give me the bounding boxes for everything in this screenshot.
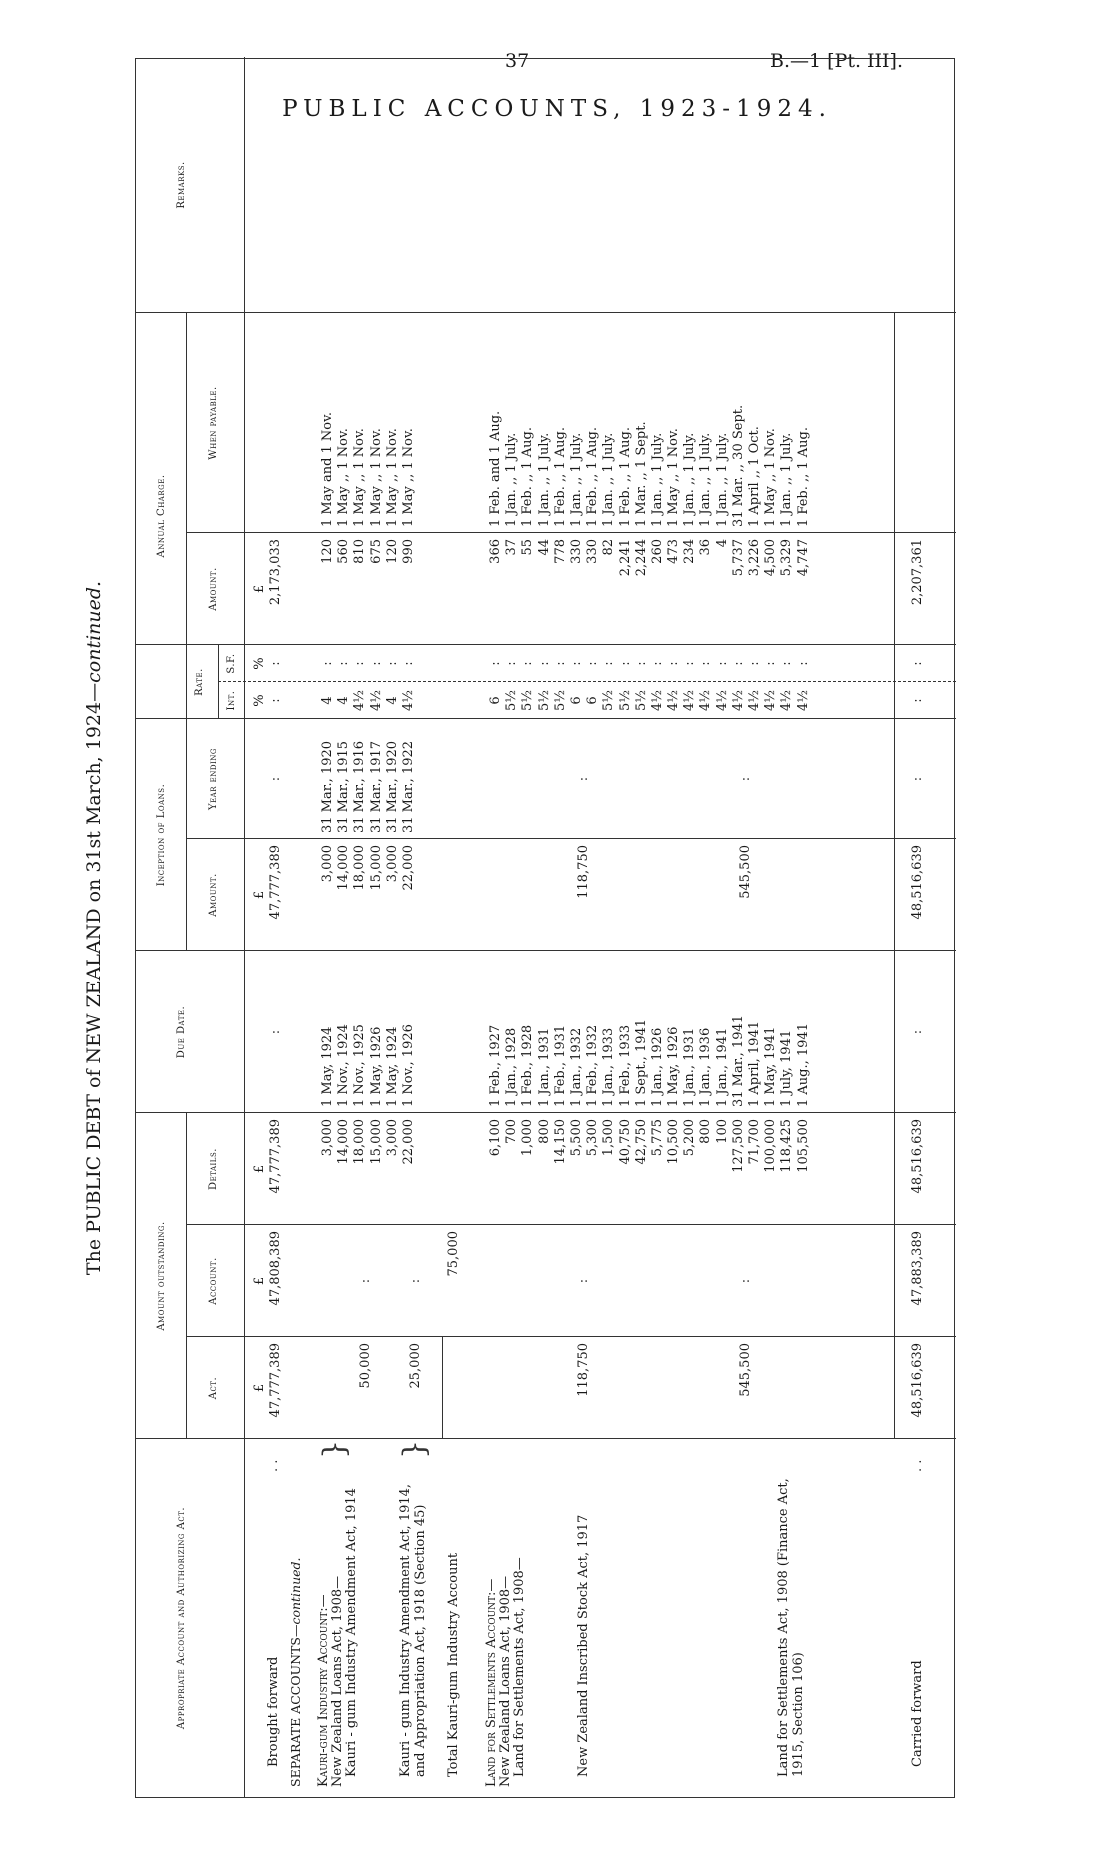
kauri-inception-amount: 14,000	[336, 845, 352, 891]
rule	[186, 532, 956, 533]
kauri-annual-charge: 120	[320, 539, 335, 564]
land-sinking-fund-rate: :	[698, 661, 714, 666]
kauri-sinking-fund-rate: :	[320, 661, 335, 666]
header-act: Appropriate Account and Authorizing Act.	[176, 1506, 187, 1730]
land-annual-charge: 5,329	[779, 539, 795, 577]
land-act-line2: Land for Settlements Act, 1908—	[512, 1557, 527, 1777]
kauri-inception-amount: 15,000	[368, 845, 384, 891]
land-due-date: 1 April, 1941	[747, 1021, 762, 1107]
kauri-when-payable: 1 May ,, 1 Nov.	[368, 428, 384, 527]
kauri-inc-amount-column	[320, 845, 417, 951]
header-rate-int: Int.	[226, 690, 237, 711]
land-interest-rate: 6	[568, 696, 584, 705]
header-inception: Inception of Loans.	[156, 783, 167, 887]
land-interest-rate: 5½	[504, 690, 520, 711]
kauri-annual-charge: 120	[384, 539, 400, 564]
land-annual-charge: 2,244	[633, 539, 649, 577]
land-detail-value: 5,500	[568, 1119, 584, 1157]
brought-details: 47,777,389	[268, 1119, 283, 1194]
land-annual-charge: 366	[488, 539, 503, 564]
kauri-inception-amount: 3,000	[320, 845, 335, 883]
land-interest-rate: 4½	[747, 690, 762, 711]
kauri-detail-value: 15,000	[368, 1119, 384, 1165]
land-act2: 545,500	[738, 1343, 753, 1397]
header-due-date: Due Date.	[176, 1005, 187, 1059]
land-detail-value: 71,700	[747, 1119, 762, 1165]
carried-forward-dots: . .	[910, 1459, 925, 1472]
header-annual-charge: Annual Charge.	[156, 474, 167, 558]
kauri-detail-value: 22,000	[400, 1119, 416, 1165]
header-col-account: Account.	[208, 1257, 219, 1305]
rule	[218, 645, 219, 719]
kauri-act1: 50,000	[358, 1343, 373, 1389]
land-due-date: 1 Feb., 1932	[585, 1024, 601, 1107]
carried-inc-year: :	[910, 776, 925, 782]
land-interest-rate: 6	[488, 696, 503, 705]
kauri-annual-charge: 560	[336, 539, 352, 564]
land-sinking-fund-rate: :	[504, 661, 520, 666]
page-number: 37	[505, 50, 530, 72]
brought-account: 47,808,389	[268, 1231, 283, 1306]
header-amount-outstanding: Amount outstanding.	[156, 1221, 167, 1331]
land-interest-rate: 5½	[520, 690, 536, 711]
unit-symbol: £	[252, 1276, 267, 1286]
land-interest-rate: 4½	[730, 690, 746, 711]
kauri-rate-sf-column	[320, 645, 417, 682]
land-due-date: 1 Jan., 1926	[649, 1027, 665, 1107]
kauri-interest-rate: 4½	[400, 690, 416, 711]
kauri-inception-year: 31 Mar., 1915	[336, 740, 352, 833]
land-act-line1: New Zealand Loans Act, 1908—	[498, 1575, 513, 1787]
land-due-date: 1 Jan., 1932	[568, 1027, 584, 1107]
land-due-date: 1 Feb., 1928	[520, 1024, 536, 1107]
land-sinking-fund-rate: :	[536, 661, 552, 666]
land-sinking-fund-rate: :	[601, 661, 617, 666]
unit-symbol: £	[252, 890, 267, 900]
kauri-interest-rate: 4	[320, 696, 335, 705]
land-detail-value: 5,300	[585, 1119, 601, 1157]
land-inc2: 545,500	[738, 845, 753, 899]
land-when-payable: 1 Jan. ,, 1 July.	[698, 432, 714, 527]
land-detail-value: 1,000	[520, 1119, 536, 1157]
land-interest-rate: 4½	[649, 690, 665, 711]
land-due-date: 1 Jan., 1936	[698, 1027, 714, 1107]
header-col-details: Details.	[208, 1148, 219, 1190]
kauri-act-line1: New Zealand Loans Act, 1908—	[330, 1575, 345, 1787]
land-when-payable: 1 April ,, 1 Oct.	[747, 426, 762, 527]
kauri-inception-year: 31 Mar., 1922	[400, 740, 416, 833]
land-act-line3: New Zealand Inscribed Stock Act, 1917	[576, 1514, 591, 1777]
land-detail-value: 40,750	[617, 1119, 633, 1165]
land-annual-charge: 37	[504, 539, 520, 556]
kauri-sinking-fund-rate: :	[400, 661, 416, 666]
kauri-rate-int-column	[320, 682, 417, 719]
land-rate-int-column	[488, 682, 812, 719]
land-sinking-fund-rate: :	[666, 661, 682, 666]
land-when-payable: 1 May ,, 1 Nov.	[763, 428, 779, 527]
rule	[186, 1113, 187, 1439]
land-sinking-fund-rate: :	[730, 661, 746, 666]
land-annual-charge: 55	[520, 539, 536, 556]
kauri-when-payable: 1 May ,, 1 Nov.	[384, 428, 400, 527]
land-detail-value: 1,500	[601, 1119, 617, 1157]
percent-symbol: %	[252, 657, 267, 670]
land-sinking-fund-rate: :	[633, 661, 649, 666]
land-annual-charge: 3,226	[747, 539, 762, 577]
separate-accounts-heading: SEPARATE ACCOUNTS—continued.	[288, 1557, 303, 1787]
carried-rate-sf: :	[910, 661, 925, 666]
land-sinking-fund-rate: :	[520, 661, 536, 666]
land-when-payable: 1 May ,, 1 Nov.	[666, 428, 682, 527]
land-sinking-fund-rate: :	[779, 661, 795, 666]
kauri-due-date: 1 Nov., 1925	[352, 1024, 368, 1107]
land-detail-value: 5,200	[682, 1119, 698, 1157]
header-ac-amount: Amount.	[208, 567, 219, 611]
land-annual-charge: 44	[536, 539, 552, 556]
land-ac-amount-column	[488, 539, 812, 645]
kauri-account1: :	[358, 1278, 373, 1284]
land-interest-rate: 4½	[763, 690, 779, 711]
rotated-table-sheet	[83, 58, 955, 1798]
brought-rate-sf: :	[268, 661, 283, 666]
kauri-inception-year: 31 Mar., 1920	[320, 740, 335, 833]
land-when-payable: 1 Feb. ,, 1 Aug.	[795, 426, 811, 527]
land-act1: 118,750	[576, 1343, 591, 1397]
land-due-date: 1 Jan., 1931	[682, 1027, 698, 1107]
land-due-date: 31 Mar., 1941	[730, 1014, 746, 1107]
land-annual-charge: 2,241	[617, 539, 633, 577]
land-detail-value: 14,150	[552, 1119, 568, 1165]
land-sinking-fund-rate: :	[763, 661, 779, 666]
land-interest-rate: 4½	[795, 690, 811, 711]
land-sinking-fund-rate: :	[747, 661, 762, 666]
land-detail-value: 5,775	[649, 1119, 665, 1157]
land-details-column	[488, 1119, 812, 1225]
land-annual-charge: 260	[649, 539, 665, 564]
kauri-when-column	[320, 315, 417, 527]
kauri-when-payable: 1 May ,, 1 Nov.	[400, 428, 416, 527]
kauri-inception-amount: 3,000	[384, 845, 400, 883]
land-when-payable: 1 Jan. ,, 1 July.	[649, 432, 665, 527]
kauri-when-payable: 1 May and 1 Nov.	[320, 411, 335, 527]
land-when-payable: 1 Feb. ,, 1 Aug.	[552, 426, 568, 527]
carried-details: 48,516,639	[910, 1119, 925, 1194]
rule	[244, 57, 245, 1797]
land-annual-charge: 330	[585, 539, 601, 564]
rule	[894, 313, 895, 1439]
land-when-payable: 31 Mar. ,, 30 Sept.	[730, 404, 746, 527]
land-interest-rate: 4½	[682, 690, 698, 711]
land-annual-charge: 330	[568, 539, 584, 564]
kauri-due-column	[320, 957, 417, 1107]
land-due-date: 1 Jan., 1941	[714, 1027, 730, 1107]
land-when-payable: 1 Jan. ,, 1 July.	[568, 432, 584, 527]
land-detail-value: 6,100	[488, 1119, 503, 1157]
land-interest-rate: 4½	[779, 690, 795, 711]
land-sinking-fund-rate: :	[552, 661, 568, 666]
kauri-inception-amount: 18,000	[352, 845, 368, 891]
land-sinking-fund-rate: :	[585, 661, 601, 666]
land-when-payable: 1 Jan. ,, 1 July.	[779, 432, 795, 527]
land-when-payable: 1 Feb. ,, 1 Aug.	[520, 426, 536, 527]
land-interest-rate: 5½	[601, 690, 617, 711]
land-due-date: 1 Sept., 1941	[633, 1018, 649, 1107]
land-interest-rate: 4½	[698, 690, 714, 711]
rule	[186, 719, 187, 951]
kauri-act-line3: Kauri - gum Industry Amendment Act, 1914, and Appropriation Act, 1918 (Section 45)	[398, 1483, 428, 1777]
land-act-line4: Land for Settlements Act, 1908 (Finance Act, 1915, Section 106)	[776, 1478, 806, 1777]
kauri-sinking-fund-rate: :	[352, 661, 368, 666]
kauri-inception-amount: 22,000	[400, 845, 416, 891]
land-sinking-fund-rate: :	[682, 661, 698, 666]
kauri-total-label: Total Kauri-gum Industry Account	[446, 1552, 461, 1777]
land-annual-charge: 473	[666, 539, 682, 564]
kauri-details-column	[320, 1119, 417, 1225]
land-detail-value: 105,500	[795, 1119, 811, 1173]
land-heading: Land for Settlements Account:—	[484, 1578, 499, 1787]
carried-ac-amount: 2,207,361	[910, 539, 925, 606]
land-annual-charge: 5,737	[730, 539, 746, 577]
kauri-inception-year: 31 Mar., 1917	[368, 740, 384, 833]
land-when-payable: 1 Mar. ,, 1 Sept.	[633, 421, 649, 527]
kauri-inception-year: 31 Mar., 1916	[352, 740, 368, 833]
land-detail-value: 127,500	[730, 1119, 746, 1173]
kauri-when-payable: 1 May ,, 1 Nov.	[336, 428, 352, 527]
header-rate-sf: S.F.	[226, 653, 237, 674]
carried-inc-amount: 48,516,639	[910, 845, 925, 920]
brace: }	[397, 1439, 432, 1459]
land-when-payable: 1 Feb. and 1 Aug.	[488, 410, 503, 527]
land-annual-charge: 778	[552, 539, 568, 564]
kauri-interest-rate: 4½	[368, 690, 384, 711]
kauri-detail-value: 14,000	[336, 1119, 352, 1165]
unit-symbol: £	[252, 584, 267, 594]
carried-due: :	[910, 1029, 925, 1035]
land-detail-value: 10,500	[666, 1119, 682, 1165]
land-sinking-fund-rate: :	[714, 661, 730, 666]
land-due-date: 1 Jan., 1933	[601, 1027, 617, 1107]
kauri-sinking-fund-rate: :	[336, 661, 352, 666]
header-inc-year: Year ending	[208, 747, 219, 811]
land-when-column	[488, 315, 812, 527]
kauri-act-line2: Kauri - gum Industry Amendment Act, 1914	[344, 1488, 359, 1777]
carried-rate-int: :	[910, 698, 925, 703]
land-due-date: 1 May, 1941	[763, 1026, 779, 1107]
kauri-inc-year-column	[320, 721, 417, 833]
land-detail-value: 100	[714, 1119, 730, 1144]
land-due-date: 1 Feb., 1931	[552, 1024, 568, 1107]
land-inc1: 118,750	[576, 845, 591, 899]
kauri-inception-year: 31 Mar., 1920	[384, 740, 400, 833]
land-detail-value: 100,000	[763, 1119, 779, 1173]
land-interest-rate: 5½	[633, 690, 649, 711]
land-interest-rate: 5½	[552, 690, 568, 711]
kauri-interest-rate: 4	[336, 696, 352, 705]
land-due-date: 1 Aug., 1941	[795, 1023, 811, 1107]
brought-forward-dots: . .	[266, 1459, 281, 1472]
land-detail-value: 118,425	[779, 1119, 795, 1173]
land-annual-charge: 36	[698, 539, 714, 556]
land-sinking-fund-rate: :	[568, 661, 584, 666]
land-when-payable: 1 Jan. ,, 1 July.	[601, 432, 617, 527]
land-sinking-fund-rate: :	[488, 661, 503, 666]
kauri-act2: 25,000	[408, 1343, 423, 1389]
rule	[136, 312, 956, 313]
land-sinking-fund-rate: :	[795, 661, 811, 666]
kauri-detail-value: 3,000	[384, 1119, 400, 1157]
kauri-annual-charge: 810	[352, 539, 368, 564]
brought-forward-label: Brought forward	[266, 1656, 281, 1767]
brought-inc-year: :	[268, 776, 283, 782]
kauri-sinking-fund-rate: :	[384, 661, 400, 666]
land-interest-rate: 4½	[666, 690, 682, 711]
brought-act: 47,777,389	[268, 1343, 283, 1418]
unit-symbol: £	[252, 1383, 267, 1393]
land-sinking-fund-rate: :	[617, 661, 633, 666]
land-detail-value: 700	[504, 1119, 520, 1144]
land-due-date: 1 Feb., 1927	[488, 1024, 503, 1107]
land-interest-rate: 4½	[714, 690, 730, 711]
land-annual-charge: 82	[601, 539, 617, 556]
land-detail-value: 42,750	[633, 1119, 649, 1165]
rule	[186, 313, 187, 719]
running-title: PUBLIC ACCOUNTS, 1923-1924.	[282, 96, 832, 122]
brought-due: :	[268, 1029, 283, 1035]
rule	[186, 1336, 956, 1337]
land-inc-year1: :	[576, 776, 591, 782]
kauri-heading: Kauri-gum Industry Account:—	[316, 1594, 331, 1787]
land-account2: :	[738, 1278, 753, 1284]
header-when-payable: When payable.	[208, 386, 219, 460]
brought-ac-amount: 2,173,033	[268, 539, 283, 606]
kauri-interest-rate: 4½	[352, 690, 368, 711]
land-inc-year2: :	[738, 776, 753, 782]
land-rate-sf-column	[488, 645, 812, 682]
rule	[186, 838, 956, 839]
kauri-due-date: 1 Nov., 1924	[336, 1024, 352, 1107]
header-col-act: Act.	[208, 1376, 219, 1400]
land-due-date: 1 May, 1926	[666, 1026, 682, 1107]
carried-forward-label: Carried forward	[910, 1660, 925, 1767]
land-when-payable: 1 Jan. ,, 1 July.	[536, 432, 552, 527]
brought-inc-amount: 47,777,389	[268, 845, 283, 920]
sheet-title: The PUBLIC DEBT of NEW ZEALAND on 31st March, 1924—continued.	[83, 580, 105, 1276]
land-sinking-fund-rate: :	[649, 661, 665, 666]
carried-act: 48,516,639	[910, 1343, 925, 1418]
kauri-account2: :	[408, 1278, 423, 1284]
kauri-sinking-fund-rate: :	[368, 661, 384, 666]
land-due-date: 1 July, 1941	[779, 1029, 795, 1107]
percent-symbol: %	[252, 694, 267, 707]
kauri-interest-rate: 4	[384, 696, 400, 705]
land-interest-rate: 5½	[536, 690, 552, 711]
kauri-due-date: 1 May, 1924	[384, 1026, 400, 1107]
land-annual-charge: 4,500	[763, 539, 779, 577]
header-rate: Rate.	[194, 668, 205, 696]
land-when-payable: 1 Feb. ,, 1 Aug.	[585, 426, 601, 527]
land-interest-rate: 5½	[617, 690, 633, 711]
unit-symbol: £	[252, 1164, 267, 1174]
kauri-total-account: 75,000	[446, 1231, 461, 1277]
land-account1: :	[576, 1278, 591, 1284]
brought-rate-int: :	[268, 698, 283, 703]
land-due-date: 1 Jan., 1931	[536, 1027, 552, 1107]
land-detail-value: 800	[536, 1119, 552, 1144]
kauri-due-date: 1 Nov., 1926	[400, 1024, 416, 1107]
land-due-date: 1 Feb., 1933	[617, 1024, 633, 1107]
land-annual-charge: 4	[714, 539, 730, 548]
header-inc-amount: Amount.	[208, 873, 219, 917]
kauri-ac-amount-column	[320, 539, 417, 645]
kauri-detail-value: 18,000	[352, 1119, 368, 1165]
land-when-payable: 1 Feb. ,, 1 Aug.	[617, 426, 633, 527]
kauri-annual-charge: 990	[400, 539, 416, 564]
carried-account: 47,883,389	[910, 1231, 925, 1306]
kauri-detail-value: 3,000	[320, 1119, 335, 1157]
kauri-due-date: 1 May, 1924	[320, 1026, 335, 1107]
land-annual-charge: 4,747	[795, 539, 811, 577]
land-interest-rate: 6	[585, 696, 601, 705]
brace: }	[317, 1439, 352, 1459]
debt-table	[135, 58, 955, 1798]
kauri-due-date: 1 May, 1926	[368, 1026, 384, 1107]
land-when-payable: 1 Jan. ,, 1 July.	[682, 432, 698, 527]
land-when-payable: 1 Jan. ,, 1 July.	[504, 432, 520, 527]
kauri-when-payable: 1 May ,, 1 Nov.	[352, 428, 368, 527]
header-remarks: Remarks.	[176, 161, 187, 209]
land-when-payable: 1 Jan. ,, 1 July.	[714, 432, 730, 527]
land-due-date: 1 Jan., 1928	[504, 1027, 520, 1107]
kauri-annual-charge: 675	[368, 539, 384, 564]
land-annual-charge: 234	[682, 539, 698, 564]
rule	[442, 1337, 443, 1439]
document-reference: B.—1 [Pt. III].	[770, 50, 904, 72]
land-detail-value: 800	[698, 1119, 714, 1144]
land-due-column	[488, 957, 812, 1107]
